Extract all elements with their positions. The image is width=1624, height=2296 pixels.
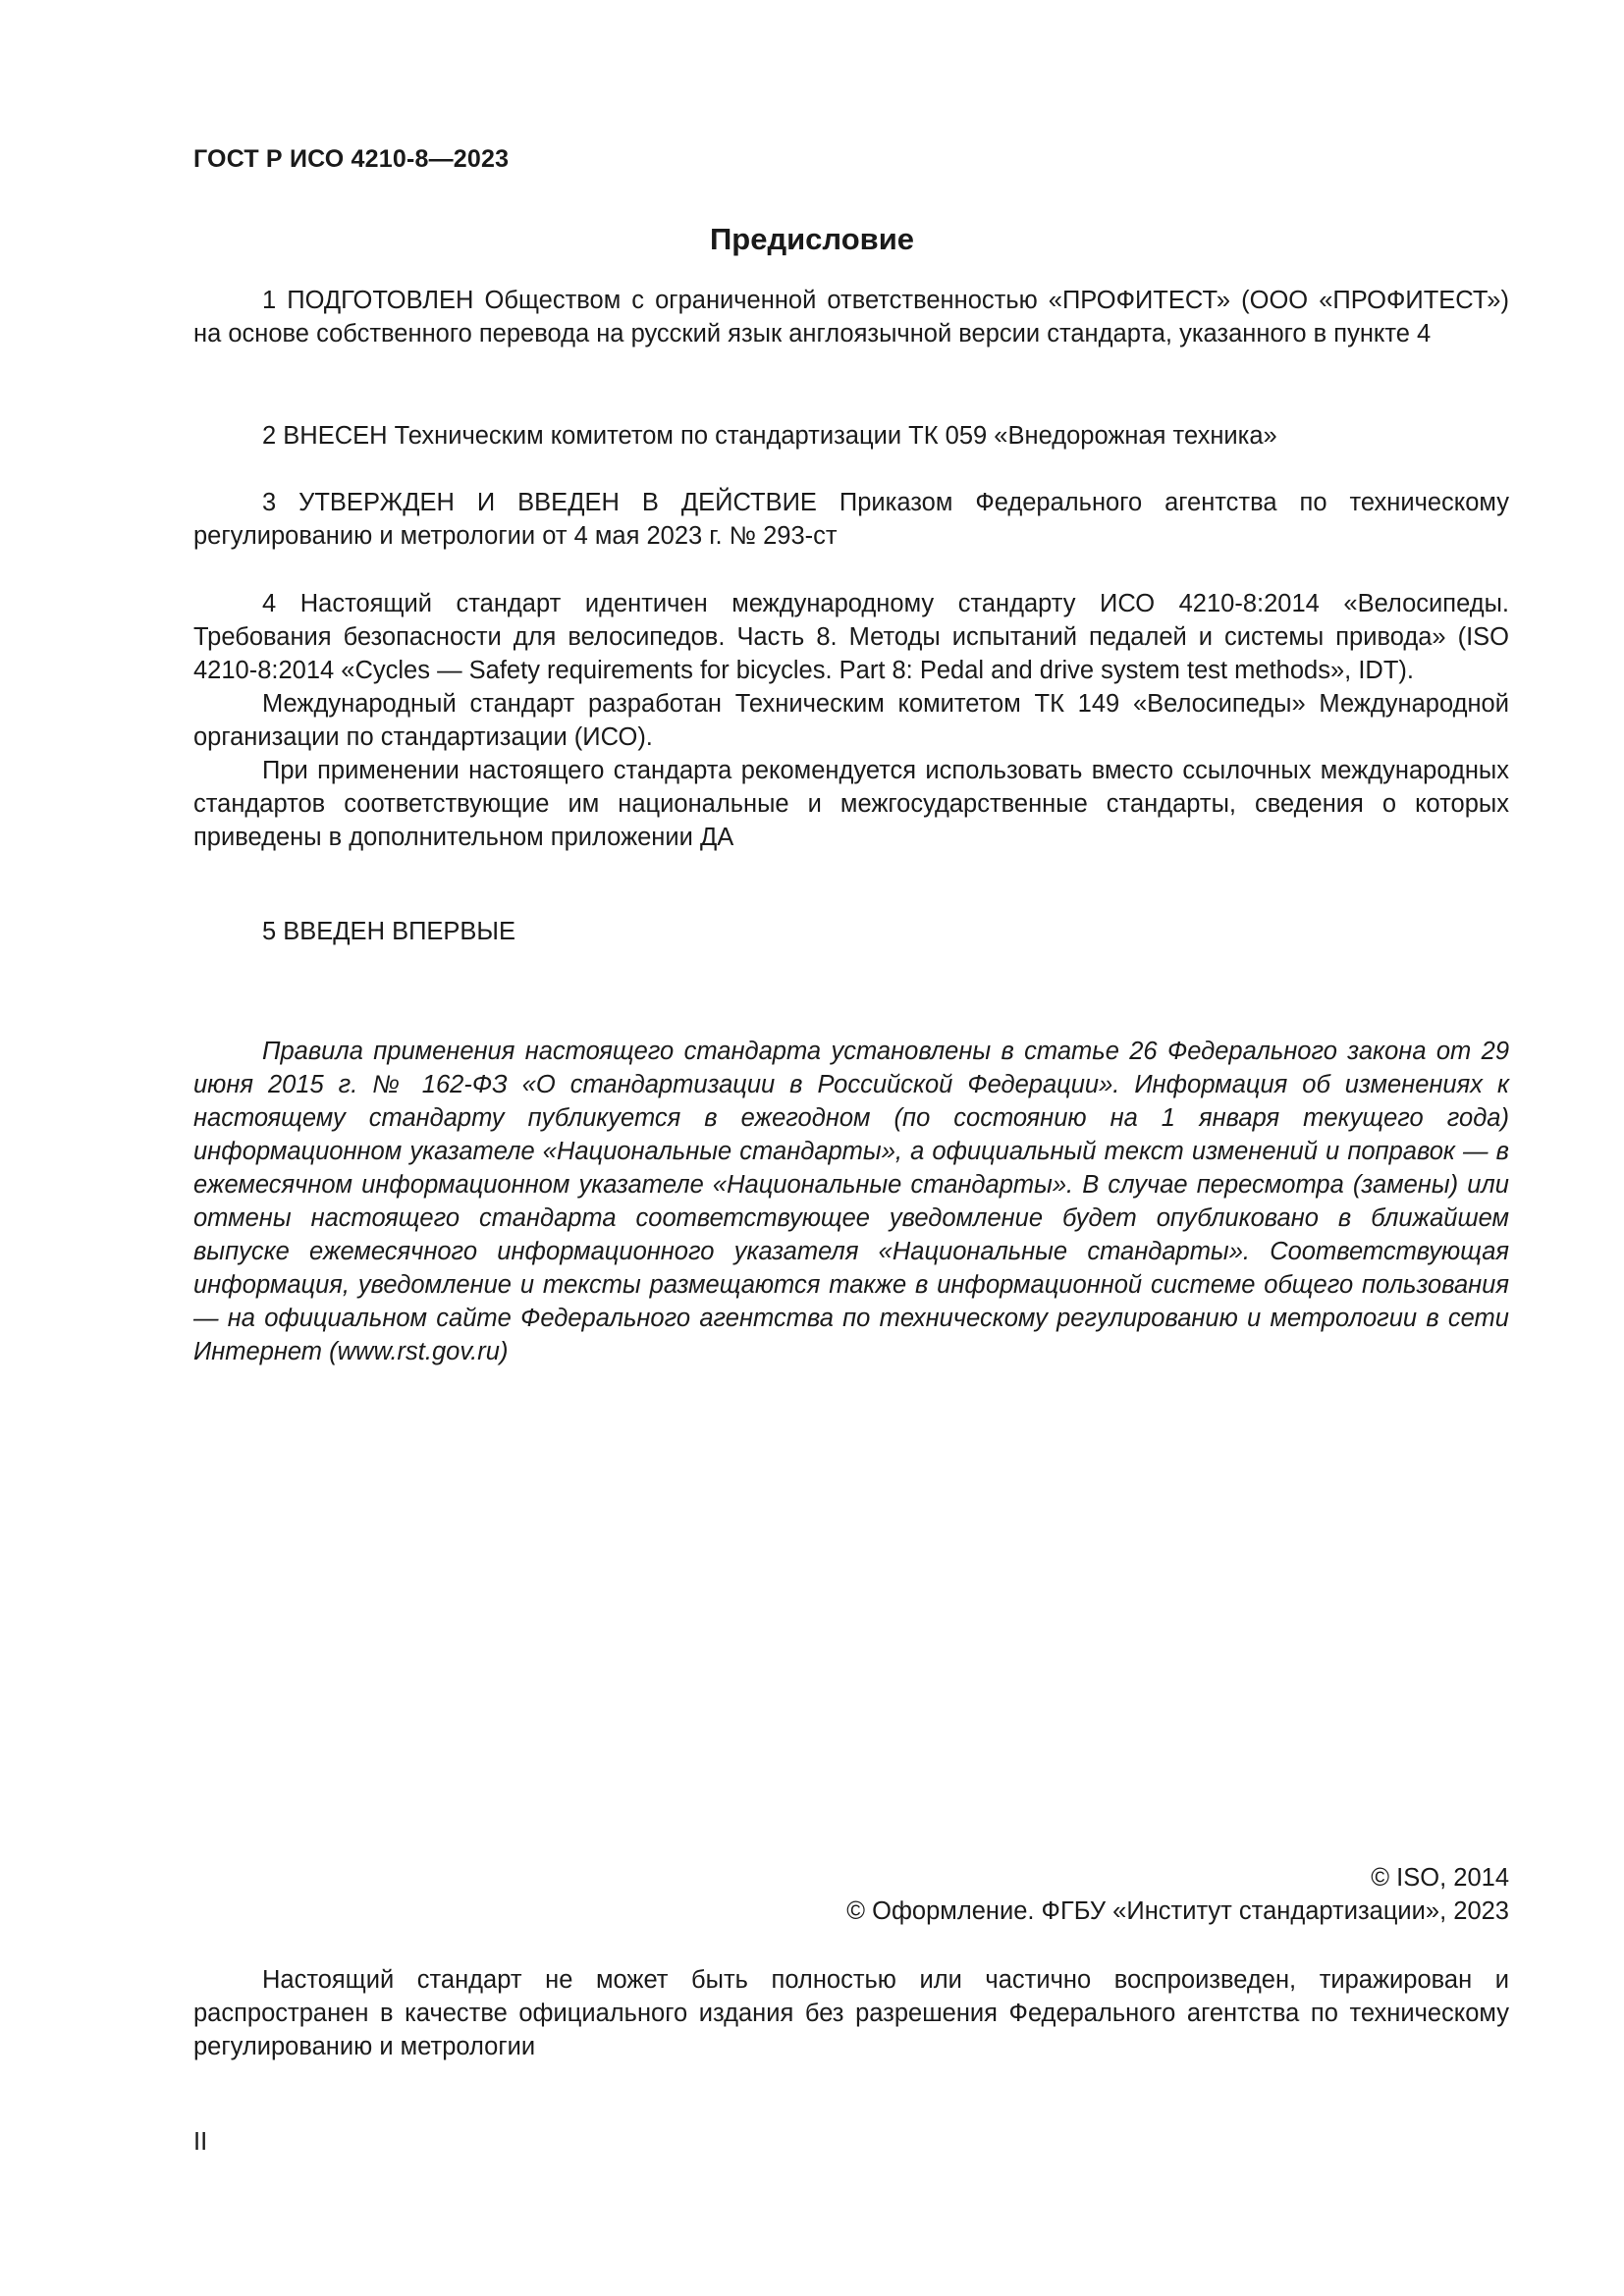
standard-code: ГОСТ Р ИСО 4210-8—2023: [193, 145, 510, 173]
page-number: II: [193, 2128, 208, 2156]
copyright-block: [846, 1861, 1509, 1928]
item-1: 1 ПОДГОТОВЛЕН Обществом с ограниченной ответственностью «ПРОФИТЕСТ» (ООО «ПРОФИТЕСТ») на основе собственного перевода на русский язык англоязычной версии стандарта, указанного в пункте 4: [193, 287, 1509, 347]
item-4-application: При применении настоящего стандарта рекомендуется использовать вместо ссылочных международных стандартов соответствующие им национальные и межгосударственные стандарты, сведения о которых приведены в дополнительном приложении ДА: [193, 757, 1509, 851]
item-5-block: [193, 915, 1509, 948]
item-3-block: [193, 486, 1509, 553]
page-title: Предисловие: [709, 222, 914, 256]
item-1-block: [193, 284, 1509, 350]
item-2-block: [193, 419, 1509, 453]
item-4-block: [193, 587, 1509, 854]
item-4-origin: Международный стандарт разработан Техническим комитетом ТК 149 «Велосипеды» Международной организации по стандартизации (ИСО).: [193, 690, 1509, 751]
item-5: 5 ВВЕДЕН ВПЕРВЫЕ: [262, 918, 516, 945]
item-4: 4 Настоящий стандарт идентичен международному стандарту ИСО 4210-8:2014 «Велосипеды. Требования безопасности для велосипедов. Часть 8. Методы испытаний педалей и системы привода» (ISO 4210-8:2014 «Cycles — Safety requirements for bicycles. Part 8: Pedal and drive system test methods», IDT).: [193, 590, 1509, 684]
item-3: 3 УТВЕРЖДЕН И ВВЕДЕН В ДЕЙСТВИЕ Приказом Федерального агентства по техническому регулированию и метрологии от 4 мая 2023 г. № 293-ст: [193, 489, 1509, 550]
reproduction-notice: Настоящий стандарт не может быть полностью или частично воспроизведен, тиражирован и распространен в качестве официального издания без разрешения Федерального агентства по техническому регулированию и метрологии: [193, 1966, 1509, 2060]
copyright-design: © Оформление. ФГБУ «Институт стандартизации», 2023: [846, 1897, 1509, 1925]
rules-note: Правила применения настоящего стандарта установлены в статье 26 Федерального закона от 29 июня 2015 г. № 162-ФЗ «О стандартизации в Российской Федерации». Информация об изменениях к настоящему стандарту публикуется в ежегодном (по состоянию на 1 января текущего года) информационном указателе «Национальные стандарты», а официальный текст изменений и поправок — в ежемесячном информационном указателе «Национальные стандарты». В случае пересмотра (замены) или отмены настоящего стандарта соответствующее уведомление будет опубликовано в ближайшем выпуске ежемесячного информационного указателя «Национальные стандарты». Соответствующая информация, уведомление и тексты размещаются также в информационной системе общего пользования — на официальном сайте Федерального агентства по техническому регулированию и метрологии в сети Интернет (www.rst.gov.ru): [193, 1038, 1509, 1365]
item-2: 2 ВНЕСЕН Техническим комитетом по стандартизации ТК 059 «Внедорожная техника»: [262, 422, 1277, 450]
copyright-iso: © ISO, 2014: [1371, 1864, 1509, 1892]
